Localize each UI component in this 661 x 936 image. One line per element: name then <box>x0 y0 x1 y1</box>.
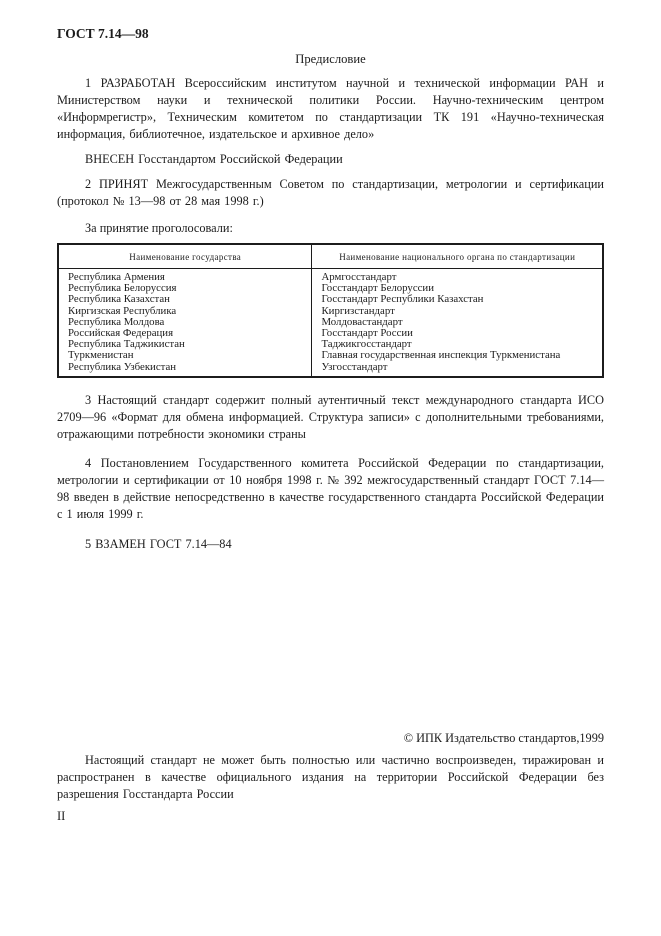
page-number: II <box>57 809 66 823</box>
table-row <box>58 306 603 317</box>
vote-table-col-state: Наименование государства <box>58 244 312 269</box>
reproduction-notice: Настоящий стандарт не может быть полностью или частично воспроизведен, тиражирован и распространен в качестве официального издания на территории Российской Федерации без разрешения Госстандарта России <box>57 753 604 801</box>
state-cell: Республика Молдова <box>68 316 165 328</box>
table-row <box>58 339 603 350</box>
table-row <box>58 328 603 339</box>
foreword-item-5-replaces: 5 ВЗАМЕН ГОСТ 7.14—84 <box>85 536 232 551</box>
table-row <box>58 294 603 305</box>
page-footer <box>57 731 604 824</box>
foreword-item-1-developed: 1 РАЗРАБОТАН Всероссийским институтом научной и технической информации РАН и Министерством науки и технической политики России. Научно-техническим центром «Информрегистр», Техническим комитетом по стандартизации ТК 191 «Научно-техническая информация, библиотечное, издательское и архивное дело» <box>57 76 604 141</box>
state-cell: Республика Армения <box>68 271 165 283</box>
table-row <box>58 350 603 361</box>
foreword-item-4-enactment: 4 Постановлением Государственного комитета Российской Федерации по стандартизации, метрологии и сертификации от 10 ноября 1998 г. № 392 межгосударственный стандарт ГОСТ 7.14—98 введен в действие непосредственно в качестве государственного стандарта Российской Федерации с 1 июля 1999 г. <box>57 455 604 521</box>
state-cell: Туркменистан <box>68 350 134 362</box>
state-cell: Республика Таджикистан <box>68 339 185 351</box>
state-cell: Республика Казахстан <box>68 294 170 306</box>
foreword-item-submitted: ВНЕСЕН Госстандартом Российской Федерации <box>85 152 343 166</box>
org-cell: Госстандарт Республики Казахстан <box>312 294 603 305</box>
org-cell: Киргизстандарт <box>312 306 603 317</box>
foreword-item-3-standard-content: 3 Настоящий стандарт содержит полный аутентичный текст международного стандарта ИСО 2709—96 «Формат для обмена информацией. Структура записи» с дополнительными требованиями, отражающими потребности экономики страны <box>57 392 604 441</box>
state-cell: Киргизская Республика <box>68 305 177 317</box>
page-title: Предисловие <box>295 52 366 66</box>
org-cell: Главная государственная инспекция Туркменистана <box>312 350 603 361</box>
state-cell: Республика Узбекистан <box>68 361 177 373</box>
org-cell: Госстандарт России <box>312 328 603 339</box>
vote-table-caption: За принятие проголосовали: <box>85 221 233 235</box>
doc-code: ГОСТ 7.14—98 <box>57 26 149 41</box>
org-cell: Таджикгосстандарт <box>312 339 603 350</box>
table-row <box>58 317 603 328</box>
state-cell: Российская Федерация <box>68 328 174 340</box>
vote-table-col-org: Наименование национального органа по стандартизации <box>312 244 603 269</box>
org-cell: Узгосстандарт <box>312 362 603 377</box>
table-row <box>58 362 603 377</box>
table-row <box>58 283 603 294</box>
vote-table <box>57 243 604 378</box>
vote-table-header-row <box>58 244 603 269</box>
foreword-item-2-adopted: 2 ПРИНЯТ Межгосударственным Советом по стандартизации, метрологии и сертификации (протокол № 13—98 от 28 мая 1998 г.) <box>57 177 604 208</box>
table-row <box>58 269 603 284</box>
org-cell: Госстандарт Белоруссии <box>312 283 603 294</box>
copyright-line: © ИПК Издательство стандартов,1999 <box>403 731 604 745</box>
org-cell: Молдовастандарт <box>312 317 603 328</box>
state-cell: Республика Белоруссия <box>68 283 177 295</box>
org-cell: Армгосстандарт <box>312 269 603 284</box>
